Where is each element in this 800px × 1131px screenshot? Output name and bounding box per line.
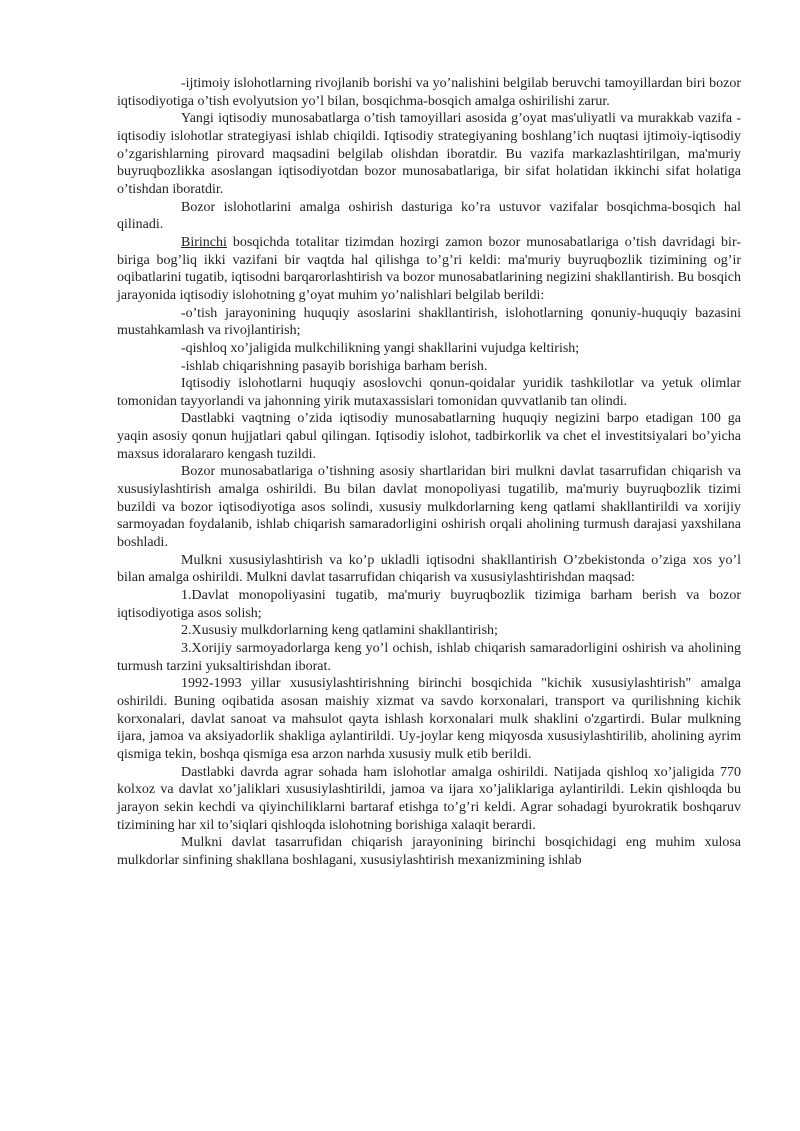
paragraph: -o’tish jarayonining huquqiy asoslarini shakllantirish, islohotlarning qonuniy-huquqiy bazasini mustahkamlash va rivojlantirish;	[117, 305, 741, 339]
paragraph: 1.Davlat monopoliyasini tugatib, ma'muriy buyruqbozlik tizimiga barham berish va bozor iqtisodiyotiga asos solish;	[117, 588, 741, 621]
paragraph: 3.Xorijiy sarmoyadorlarga keng yo’l ochish, ishlab chiqarish samaradorligini oshirish va aholining turmush tarzini yuksaltirishdan iborat.	[117, 641, 741, 674]
paragraph: Mulkni davlat tasarrufidan chiqarish jarayonining birinchi bosqichidagi eng muhim xulosa mulkdorlar sinfining shakllana boshlagani, xususiylashtirish mexanizmining ishlab	[117, 835, 741, 868]
paragraph: Mulkni xususiylashtirish va ko’p ukladli iqtisodni shakllantirish O’zbekistonda o’ziga xos yo’l bilan amalga oshirildi. Mulkni davlat tasarrufidan chiqarish va xususiylashtirishdan maqsad:	[117, 552, 741, 586]
paragraph: Iqtisodiy islohotlarni huquqiy asoslovchi qonun-qoidalar yuridik tashkilotlar va yetuk olimlar tomonidan tayyorlandi va jahonning yirik mutaxassislari tomonidan quvvatlanib tan olindi.	[117, 376, 741, 409]
paragraph: -ishlab chiqarishning pasayib borishiga barham berish.	[181, 358, 488, 374]
paragraph: Birinchi bosqichda totalitar tizimdan hozirgi zamon bozor munosabatlariga o’tish davridagi bir-biriga bog’liq ikki vazifani bir vaqtda hal qilishga to’g’ri keldi: ma'muriy buyruqbozlik tizimining og’ir oqibatlarini tugatib, iqtisodni barqarorlashtirish va bozor munosabatlarining negizini shakllantirish. Bu bosqich jarayonida iqtisodiy islohotning g’oyat muhim yo’nalishlari belgilab berildi:	[117, 234, 741, 303]
underlined-word: Birinchi	[181, 234, 227, 250]
paragraph: Bozor islohotlarini amalga oshirish dasturiga ko’ra ustuvor vazifalar bosqichma-bosqich hal qilinadi.	[117, 199, 741, 233]
paragraph: Yangi iqtisodiy munosabatlarga o’tish tamoyillari asosida g’oyat mas'uliyatli va murakkab vazifa - iqtisodiy islohotlar strategiyasi ishlab chiqildi. Iqtisodiy strategiyaning boshlang’ich nuqtasi ijtimoiy-iqtisodiy o’zgarishlarning pirovard maqsadini belgilab olishdan iboratdir. Bu vazifa markazlashtirilgan, ma'muriy buyruqbozlikka asoslangan iqtisodiyotdan bozor munosabatlariga, bir sifat holatidan ikkinchi sifat holatiga o’tishdan iboratdir.	[117, 111, 741, 197]
paragraph: Dastlabki davrda agrar sohada ham islohotlar amalga oshirildi. Natijada qishloq xo’jaligida 770 kolxoz va davlat xo’jaliklari xususiylashtirildi, jamoa va ijara xo’jaliklariga aylantirildi. Lekin qishloqda bu jarayon sekin kechdi va qiyinchiliklarni bartaraf etishga to’g’ri keldi. Agrar sohadagi byurokratik boshqaruv tizimining har xil to’siqlari qishloqda islohotning borishiga xalaqit berardi.	[117, 764, 741, 833]
paragraph: -ijtimoiy islohotlarning rivojlanib borishi va yo’nalishini belgilab beruvchi tamoyillardan biri bozor iqtisodiyotiga o’tish evolyutsion yo’l bilan, bosqichma-bosqich amalga oshirilishi zarur.	[117, 76, 741, 109]
paragraph: 2.Xususiy mulkdorlarning keng qatlamini shakllantirish;	[181, 623, 498, 639]
paragraph: 1992-1993 yillar xususiylashtirishning birinchi bosqichida "kichik xususiylashtirish" amalga oshirildi. Buning oqibatida asosan maishiy xizmat va savdo korxonalari, transport va qurilishning kichik korxonalari, davlat sanoat va mahsulot qayta ishlash korxonalari mulk shaklini o'zgartirdi. Bular mulkning ijara, jamoa va aksiyadorlik shakliga aylantirildi. Uy-joylar keng miqyosda xususiylashtirilib, aholining ayrim qismiga tekin, boshqa qismiga esa arzon narhda xususiy mulk etib berildi.	[117, 676, 741, 762]
document-page	[117, 75, 741, 870]
paragraph: Bozor munosabatlariga o’tishning asosiy shartlaridan biri mulkni davlat tasarrufidan chiqarish va xususiylashtirish amalga oshirildi. Bu bilan davlat monopoliyasi tugatilib, ma'muriy buyruqbozlik tizimi buzildi va bozor iqtisodiyotiga asos solindi, xususiy mulkdorlarning keng qatlami shakllantirildi va xorijiy sarmoyadan foydalanib, ishlab chiqarish samaradorligini oshirish orqali aholining turmush darajasi yaxshilana boshladi.	[117, 464, 741, 551]
paragraph: Dastlabki vaqtning o’zida iqtisodiy munosabatlarning huquqiy negizini barpo etadigan 100 ga yaqin asosiy qonun hujjatlari qabul qilingan. Iqtisodiy islohot, tadbirkorlik va chet el investitsiyalari bo’yicha maxsus idoralararo kengash tuzildi.	[117, 411, 741, 462]
paragraph: -qishloq xo’jaligida mulkchilikning yangi shakllarini vujudga keltirish;	[181, 340, 580, 356]
